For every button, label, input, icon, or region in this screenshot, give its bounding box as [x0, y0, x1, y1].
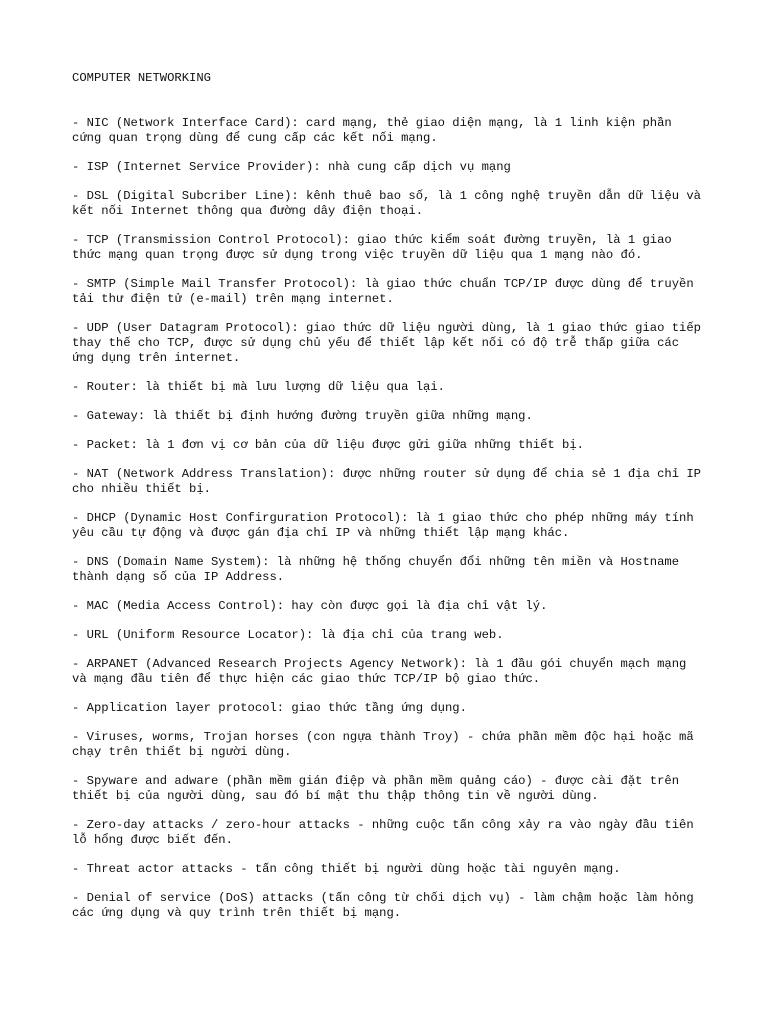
page-title: COMPUTER NETWORKING [72, 71, 211, 85]
glossary-entry-router: - Router: là thiết bị mà lưu lượng dữ liệu qua lại. [72, 380, 445, 394]
glossary-list [72, 116, 702, 921]
glossary-entry-application-layer: - Application layer protocol: giao thức tầng ứng dụng. [72, 701, 467, 715]
glossary-entry-gateway: - Gateway: là thiết bị định hướng đường truyền giữa những mạng. [72, 409, 533, 423]
glossary-entry-dos: - Denial of service (DoS) attacks (tấn công từ chối dịch vụ) - làm chậm hoặc làm hỏng các ứng dụng và quy trình trên thiết bị mạng. [72, 891, 694, 920]
glossary-entry-packet: - Packet: là 1 đơn vị cơ bản của dữ liệu được gửi giữa những thiết bị. [72, 438, 584, 452]
glossary-entry-zero-day: - Zero-day attacks / zero-hour attacks - những cuộc tấn công xảy ra vào ngày đầu tiên lỗ hổng được biết đến. [72, 818, 694, 847]
glossary-entry-dns: - DNS (Domain Name System): là những hệ thống chuyển đổi những tên miền và Hostname thành dạng số của IP Address. [72, 555, 680, 584]
glossary-entry-threat-actor: - Threat actor attacks - tấn công thiết bị người dùng hoặc tài nguyên mạng. [72, 862, 621, 876]
glossary-entry-tcp: - TCP (Transmission Control Protocol): giao thức kiểm soát đường truyền, là 1 giao thức mạng quan trọng được sử dụng trong việc truyền dữ liệu qua 1 mạng nào đó. [72, 233, 672, 262]
glossary-entry-mac: - MAC (Media Access Control): hay còn được gọi là địa chỉ vật lý. [72, 599, 548, 613]
glossary-entry-nat: - NAT (Network Address Translation): được những router sử dụng để chia sẻ 1 địa chỉ IP cho nhiều thiết bị. [72, 467, 701, 496]
glossary-entry-dsl: - DSL (Digital Subcriber Line): kênh thuê bao số, là 1 công nghệ truyền dẫn dữ liệu và kết nối Internet thông qua đường dây điện thoại. [72, 189, 701, 218]
glossary-entry-dhcp: - DHCP (Dynamic Host Confirguration Protocol): là 1 giao thức cho phép những máy tính yêu cầu tự động và được gán địa chỉ IP và những thiết lập mạng khác. [72, 511, 694, 540]
glossary-entry-smtp: - SMTP (Simple Mail Transfer Protocol): là giao thức chuẩn TCP/IP được dùng để truyền tải thư điện tử (e-mail) trên mạng internet. [72, 277, 694, 306]
glossary-entry-url: - URL (Uniform Resource Locator): là địa chỉ của trang web. [72, 628, 504, 642]
glossary-entry-spyware: - Spyware and adware (phần mềm gián điệp và phần mềm quảng cáo) - được cài đặt trên thiết bị của người dùng, sau đó bí mật thu thập thông tin về người dùng. [72, 774, 680, 803]
glossary-entry-isp: - ISP (Internet Service Provider): nhà cung cấp dịch vụ mạng [72, 160, 511, 174]
glossary-entry-udp: - UDP (User Datagram Protocol): giao thức dữ liệu người dùng, là 1 giao thức giao tiếp thay thế cho TCP, được sử dụng chủ yếu để thiết lập kết nối có độ trễ thấp giữa các ứng dụng trên internet. [72, 321, 701, 365]
glossary-entry-arpanet: - ARPANET (Advanced Research Projects Agency Network): là 1 đầu gói chuyển mạch mạng và mạng đầu tiên để thực hiện các giao thức TCP/IP bộ giao thức. [72, 657, 687, 686]
document-page [72, 71, 702, 935]
glossary-entry-viruses: - Viruses, worms, Trojan horses (con ngựa thành Troy) - chứa phần mềm độc hại hoặc mã chạy trên thiết bị người dùng. [72, 730, 694, 759]
glossary-entry-nic: - NIC (Network Interface Card): card mạng, thẻ giao diện mạng, là 1 linh kiện phần cứng quan trọng dùng để cung cấp các kết nối mạng. [72, 116, 672, 145]
